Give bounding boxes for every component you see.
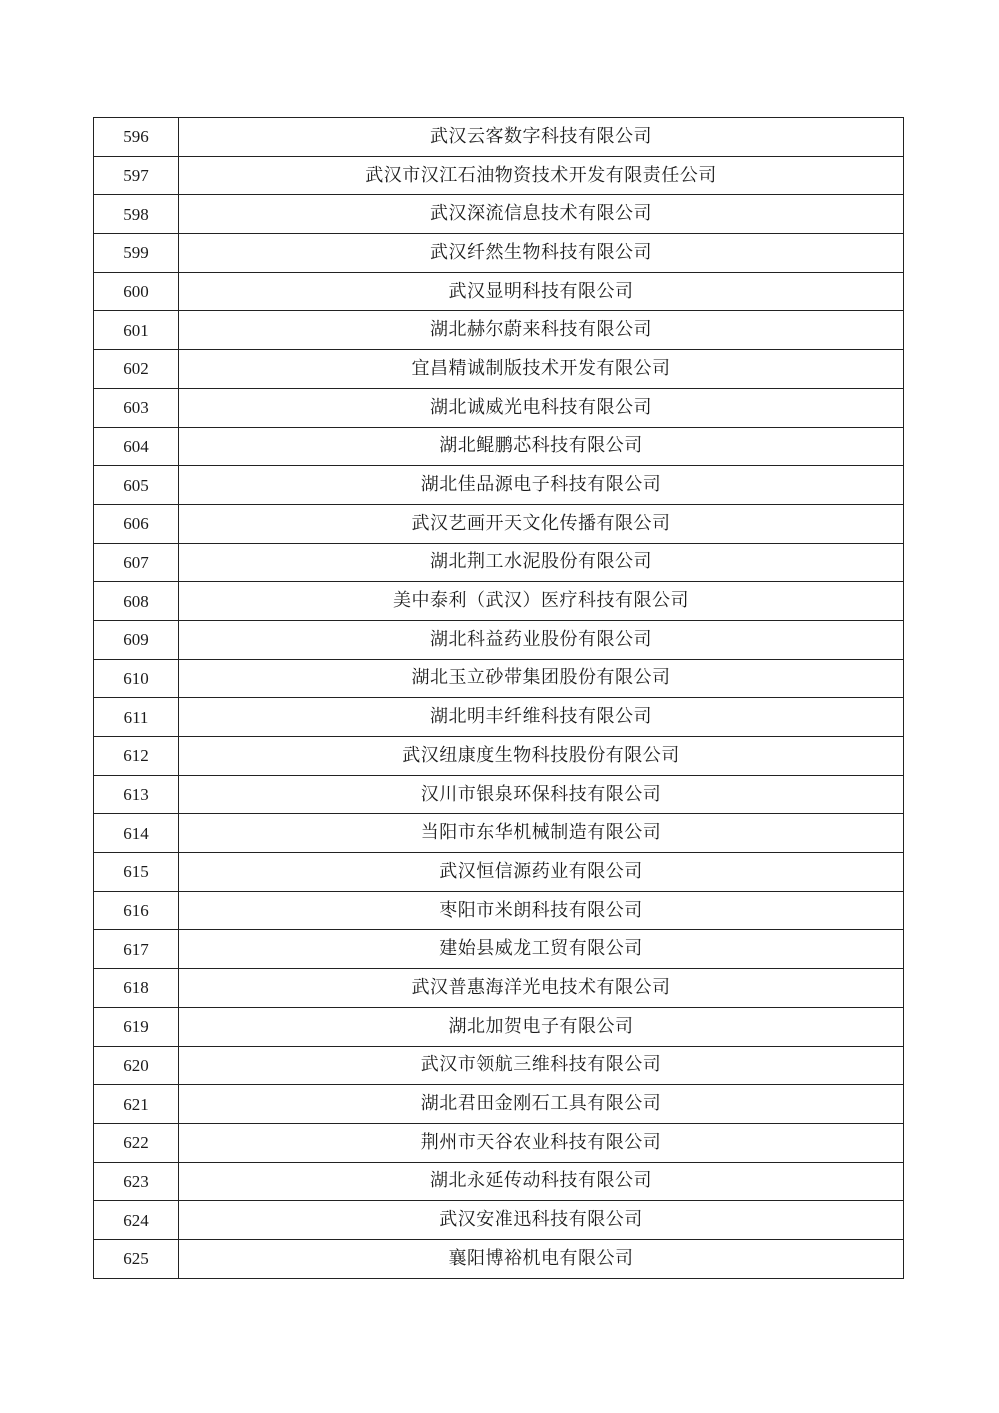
table-row xyxy=(94,814,904,853)
table-row xyxy=(94,698,904,737)
row-number: 613 xyxy=(94,775,179,814)
table-row xyxy=(94,1007,904,1046)
table-row xyxy=(94,775,904,814)
table-row xyxy=(94,504,904,543)
company-name: 湖北诚威光电科技有限公司 xyxy=(179,388,904,427)
table-row xyxy=(94,969,904,1008)
row-number: 601 xyxy=(94,311,179,350)
table-row xyxy=(94,1239,904,1278)
table-row xyxy=(94,234,904,273)
table-row xyxy=(94,930,904,969)
company-name: 湖北荆工水泥股份有限公司 xyxy=(179,543,904,582)
company-name: 武汉纽康度生物科技股份有限公司 xyxy=(179,737,904,776)
company-name: 武汉显明科技有限公司 xyxy=(179,272,904,311)
company-name: 武汉恒信源药业有限公司 xyxy=(179,853,904,892)
table-row xyxy=(94,582,904,621)
company-name: 湖北君田金刚石工具有限公司 xyxy=(179,1085,904,1124)
row-number: 599 xyxy=(94,234,179,273)
company-name: 武汉市领航三维科技有限公司 xyxy=(179,1046,904,1085)
table-row xyxy=(94,543,904,582)
table-row xyxy=(94,118,904,157)
company-name: 湖北佳品源电子科技有限公司 xyxy=(179,466,904,505)
table-row xyxy=(94,1123,904,1162)
table-row xyxy=(94,737,904,776)
table-row xyxy=(94,1085,904,1124)
company-name: 襄阳博裕机电有限公司 xyxy=(179,1239,904,1278)
company-name: 美中泰利（武汉）医疗科技有限公司 xyxy=(179,582,904,621)
company-name: 湖北科益药业股份有限公司 xyxy=(179,620,904,659)
row-number: 596 xyxy=(94,118,179,157)
table-row xyxy=(94,1046,904,1085)
company-list-body xyxy=(94,118,904,1279)
row-number: 619 xyxy=(94,1007,179,1046)
table-row xyxy=(94,272,904,311)
table-row xyxy=(94,620,904,659)
row-number: 606 xyxy=(94,504,179,543)
company-name: 武汉深流信息技术有限公司 xyxy=(179,195,904,234)
table-row xyxy=(94,156,904,195)
company-name: 湖北鲲鹏芯科技有限公司 xyxy=(179,427,904,466)
table-row xyxy=(94,350,904,389)
table-row xyxy=(94,853,904,892)
company-name: 荆州市天谷农业科技有限公司 xyxy=(179,1123,904,1162)
row-number: 610 xyxy=(94,659,179,698)
row-number: 624 xyxy=(94,1201,179,1240)
row-number: 597 xyxy=(94,156,179,195)
row-number: 598 xyxy=(94,195,179,234)
company-name: 武汉云客数字科技有限公司 xyxy=(179,118,904,157)
row-number: 620 xyxy=(94,1046,179,1085)
row-number: 608 xyxy=(94,582,179,621)
company-name: 汉川市银泉环保科技有限公司 xyxy=(179,775,904,814)
company-name: 武汉市汉江石油物资技术开发有限责任公司 xyxy=(179,156,904,195)
table-row xyxy=(94,1201,904,1240)
company-name: 武汉安准迅科技有限公司 xyxy=(179,1201,904,1240)
company-name: 武汉普惠海洋光电技术有限公司 xyxy=(179,969,904,1008)
row-number: 600 xyxy=(94,272,179,311)
row-number: 612 xyxy=(94,737,179,776)
row-number: 614 xyxy=(94,814,179,853)
row-number: 621 xyxy=(94,1085,179,1124)
company-name: 湖北永延传动科技有限公司 xyxy=(179,1162,904,1201)
row-number: 609 xyxy=(94,620,179,659)
company-name: 当阳市东华机械制造有限公司 xyxy=(179,814,904,853)
company-name: 武汉艺画开天文化传播有限公司 xyxy=(179,504,904,543)
row-number: 603 xyxy=(94,388,179,427)
row-number: 604 xyxy=(94,427,179,466)
table-row xyxy=(94,891,904,930)
company-list-table xyxy=(93,117,904,1279)
row-number: 605 xyxy=(94,466,179,505)
table-row xyxy=(94,427,904,466)
company-name: 武汉纤然生物科技有限公司 xyxy=(179,234,904,273)
row-number: 602 xyxy=(94,350,179,389)
row-number: 622 xyxy=(94,1123,179,1162)
company-name: 湖北明丰纤维科技有限公司 xyxy=(179,698,904,737)
row-number: 607 xyxy=(94,543,179,582)
row-number: 623 xyxy=(94,1162,179,1201)
table-row xyxy=(94,466,904,505)
company-name: 枣阳市米朗科技有限公司 xyxy=(179,891,904,930)
company-name: 宜昌精诚制版技术开发有限公司 xyxy=(179,350,904,389)
row-number: 611 xyxy=(94,698,179,737)
table-row xyxy=(94,388,904,427)
row-number: 625 xyxy=(94,1239,179,1278)
row-number: 617 xyxy=(94,930,179,969)
company-name: 建始县威龙工贸有限公司 xyxy=(179,930,904,969)
company-name: 湖北加贺电子有限公司 xyxy=(179,1007,904,1046)
company-name: 湖北玉立砂带集团股份有限公司 xyxy=(179,659,904,698)
company-name: 湖北赫尔蔚来科技有限公司 xyxy=(179,311,904,350)
table-row xyxy=(94,195,904,234)
table-row xyxy=(94,1162,904,1201)
row-number: 615 xyxy=(94,853,179,892)
row-number: 618 xyxy=(94,969,179,1008)
table-row xyxy=(94,659,904,698)
table-row xyxy=(94,311,904,350)
row-number: 616 xyxy=(94,891,179,930)
